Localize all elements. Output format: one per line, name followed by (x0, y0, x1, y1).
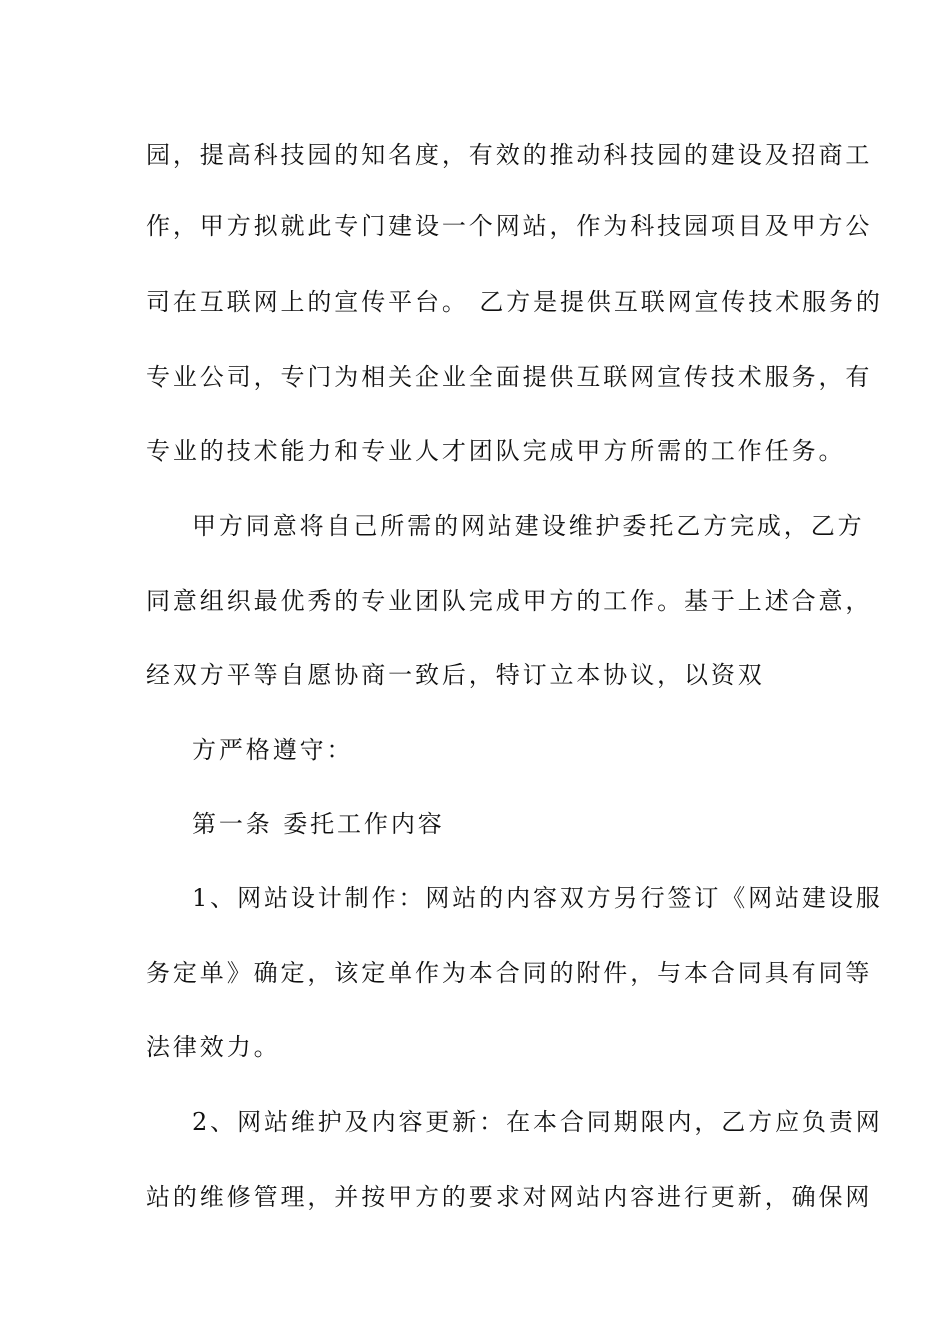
text-line-1: 园，提高科技园的知名度，有效的推动科技园的建设及招商工 (146, 141, 873, 169)
item-2-line-1: 2、网站维护及内容更新：在本合同期限内，乙方应负责网 (192, 1108, 883, 1136)
text-line-3: 司在互联网上的宣传平台。 乙方是提供互联网宣传技术服务的 (146, 288, 883, 316)
text-line-2: 作，甲方拟就此专门建设一个网站，作为科技园项目及甲方公 (146, 212, 873, 240)
item-1-line-2: 务定单》确定，该定单作为本合同的附件，与本合同具有同等 (146, 959, 873, 987)
item-1-line-1: 1、网站设计制作：网站的内容双方另行签订《网站建设服 (192, 884, 883, 912)
paragraph-2-line-1: 甲方同意将自己所需的网站建设维护委托乙方完成，乙方 (192, 512, 865, 540)
text-line-4: 专业公司，专门为相关企业全面提供互联网宣传技术服务，有 (146, 363, 873, 391)
paragraph-2-line-3: 经双方平等自愿协商一致后，特订立本协议，以资双 (146, 661, 765, 689)
paragraph-3-line-1: 方严格遵守： (192, 736, 354, 764)
item-2-line-2: 站的维修管理，并按甲方的要求对网站内容进行更新，确保网 (146, 1183, 873, 1211)
paragraph-2-line-2: 同意组织最优秀的专业团队完成甲方的工作。基于上述合意， (146, 587, 873, 615)
item-1-line-3: 法律效力。 (146, 1033, 281, 1061)
text-line-5: 专业的技术能力和专业人才团队完成甲方所需的工作任务。 (146, 437, 846, 465)
section-heading: 第一条 委托工作内容 (192, 810, 445, 838)
